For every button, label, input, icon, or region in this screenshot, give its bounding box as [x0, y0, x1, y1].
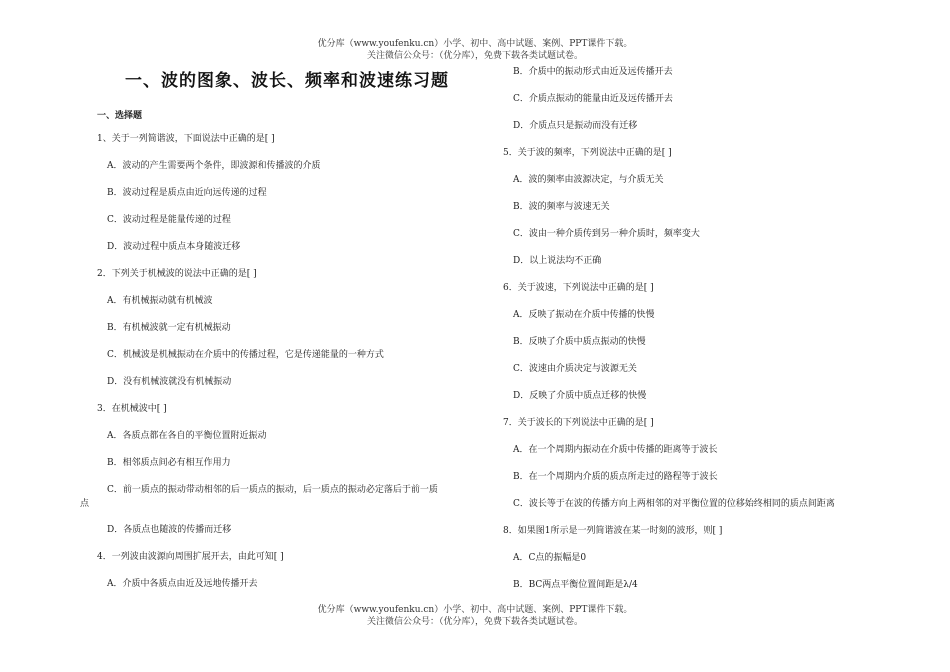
question-1: 1、关于一列简谐波，下面说法中正确的是[ ]: [97, 134, 275, 144]
option-line: C．波速由介质决定与波源无关: [513, 364, 637, 374]
option-line: C．介质点振动的能量由近及远传播开去: [513, 94, 673, 104]
option-line: D．介质点只是振动而没有迁移: [513, 121, 638, 131]
page-footer: [0, 604, 950, 628]
option-line: A．C点的振幅是0: [513, 553, 587, 563]
option-line: B．波的频率与波速无关: [513, 202, 610, 212]
option-line: B．有机械波就一定有机械振动: [107, 323, 231, 333]
option-line: D．各质点也随波的传播而迁移: [107, 525, 232, 535]
option-line: C．机械波是机械振动在介质中的传播过程，它是传递能量的一种方式: [107, 350, 384, 360]
option-line: C．波由一种介质传到另一种介质时，频率变大: [513, 229, 700, 239]
footer-line-1: 优分库（www.youfenku.cn）小学、初中、高中试题、案例、PPT课件下载。: [317, 605, 633, 615]
header-line-2: 关注微信公众号：（优分库），免费下载各类试题试卷。: [366, 51, 583, 61]
question-4: 4．一列波由波源向周围扩展开去，由此可知[ ]: [97, 552, 284, 562]
option-line: D．波动过程中质点本身随波迁移: [107, 242, 241, 252]
question-3: 3．在机械波中[ ]: [97, 404, 167, 414]
option-line: C．前一质点的振动带动相邻的后一质点的振动，后一质点的振动必定落后于前一质: [107, 485, 438, 495]
question-7: 7．关于波长的下列说法中正确的是[ ]: [503, 418, 654, 428]
page-header: [0, 38, 950, 62]
page-title: 一、波的图象、波长、频率和波速练习题: [125, 71, 449, 91]
option-line: B．相邻质点间必有相互作用力: [107, 458, 231, 468]
option-line: D．没有机械波就没有机械振动: [107, 377, 232, 387]
question-6: 6．关于波速，下列说法中正确的是[ ]: [503, 283, 654, 293]
question-8: 8．如果图1所示是一列简谐波在某一时刻的波形，则[ ]: [503, 526, 723, 536]
option-line: A．有机械振动就有机械波: [107, 296, 213, 306]
option-line: B．介质中的振动形式由近及远传播开去: [513, 67, 673, 77]
option-line: B．反映了介质中质点振动的快慢: [513, 337, 646, 347]
option-line: A．反映了振动在介质中传播的快慢: [513, 310, 655, 320]
question-2: 2．下列关于机械波的说法中正确的是[ ]: [97, 269, 257, 279]
option-line: C．波长等于在波的传播方向上两相邻的对平衡位置的位移始终相同的质点间距离: [513, 499, 835, 509]
question-5: 5．关于波的频率，下列说法中正确的是[ ]: [503, 148, 672, 158]
header-line-1: 优分库（www.youfenku.cn）小学、初中、高中试题、案例、PPT课件下载。: [317, 39, 633, 49]
footer-line-2: 关注微信公众号：（优分库），免费下载各类试题试卷。: [366, 617, 583, 627]
option-line: B．波动过程是质点由近向远传递的过程: [107, 188, 267, 198]
option-line: D．反映了介质中质点迁移的快慢: [513, 391, 647, 401]
option-line: A．波的频率由波源决定，与介质无关: [513, 175, 664, 185]
option-line: B．BC两点平衡位置间距是λ/4: [513, 580, 638, 590]
option-line: A．介质中各质点由近及远地传播开去: [107, 579, 258, 589]
option-line: B．在一个周期内介质的质点所走过的路程等于波长: [513, 472, 718, 482]
option-line: A．波动的产生需要两个条件，即波源和传播波的介质: [107, 161, 321, 171]
option-line: C．波动过程是能量传递的过程: [107, 215, 231, 225]
option-line: A．在一个周期内振动在介质中传播的距离等于波长: [513, 445, 718, 455]
option-line-continuation: 点: [80, 499, 90, 509]
section-heading: 一、选择题: [97, 111, 143, 121]
option-line: A．各质点都在各自的平衡位置附近振动: [107, 431, 267, 441]
option-line: D．以上说法均不正确: [513, 256, 602, 266]
